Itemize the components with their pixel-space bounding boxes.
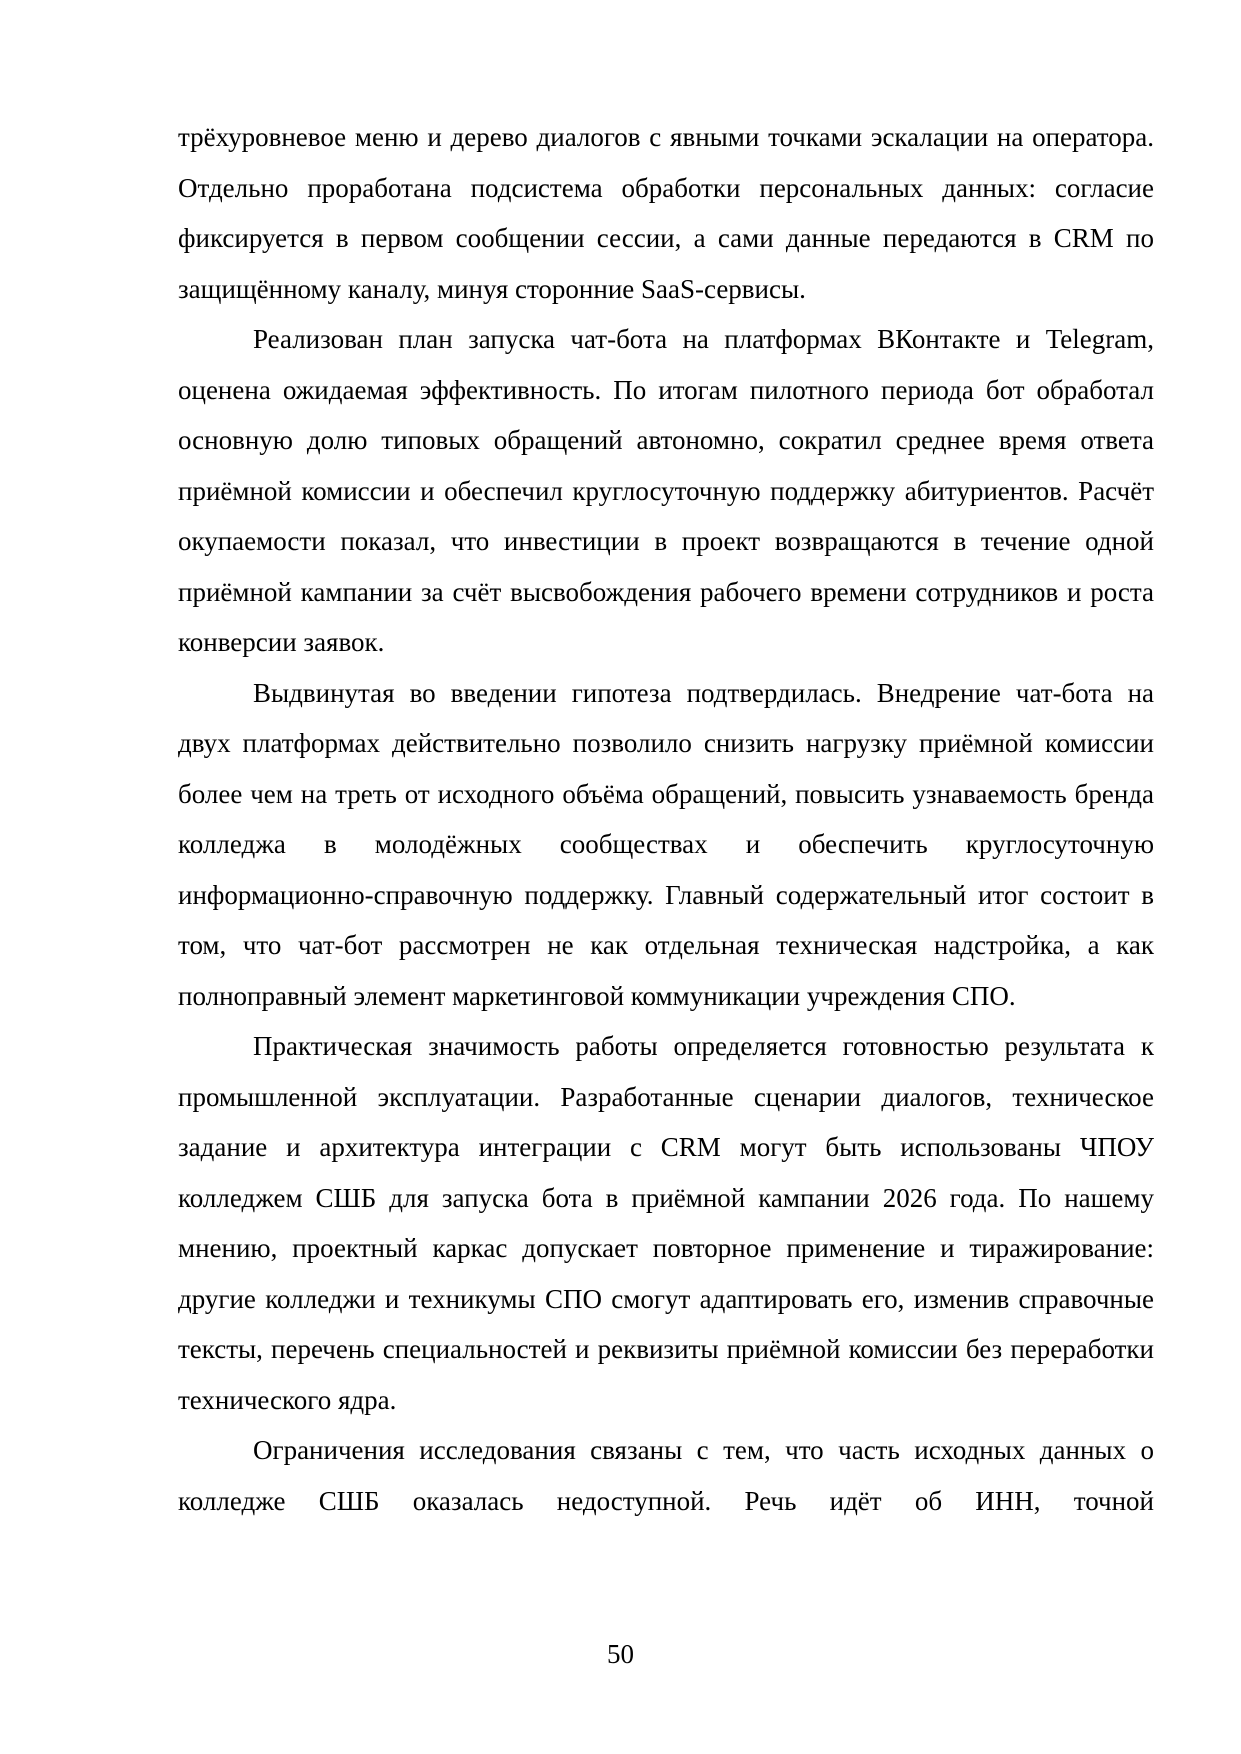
- paragraph-limitations: Ограничения исследования связаны с тем, что часть исходных данных о колледже СШБ оказалась недоступной. Речь идёт об ИНН, точной: [178, 1435, 1154, 1516]
- body-text: [178, 112, 1154, 1526]
- paragraph-practical-significance: Практическая значимость работы определяется готовностью результата к промышленной эксплуатации. Разработанные сценарии диалогов, техническое задание и архитектура интеграции с CRM могут быть использованы ЧПОУ колледжем СШБ для запуска бота в приёмной кампании 2026 года. По нашему мнению, проектный каркас допускает повторное применение и тиражирование: другие колледжи и техникумы СПО смогут адаптировать его, изменив справочные тексты, перечень специальностей и реквизиты приёмной комиссии без переработки технического ядра.: [178, 1031, 1154, 1415]
- paragraph-continuation: трёхуровневое меню и дерево диалогов с явными точками эскалации на оператора. Отдельно проработана подсистема обработки персональных данных: согласие фиксируется в первом сообщении сессии, а сами данные передаются в CRM по защищённому каналу, минуя сторонние SaaS-сервисы.: [178, 122, 1154, 304]
- page-number: 50: [607, 1639, 634, 1669]
- paragraph-hypothesis: Выдвинутая во введении гипотеза подтвердилась. Внедрение чат-бота на двух платформах действительно позволило снизить нагрузку приёмной комиссии более чем на треть от исходного объёма обращений, повысить узнаваемость бренда колледжа в молодёжных сообществах и обеспечить круглосуточную информационно-справочную поддержку. Главный содержательный итог состоит в том, что чат-бот рассмотрен не как отдельная техническая надстройка, а как полноправный элемент маркетинговой коммуникации учреждения СПО.: [178, 677, 1154, 1011]
- paragraph-launch-plan: Реализован план запуска чат-бота на платформах ВКонтакте и Telegram, оценена ожидаемая эффективность. По итогам пилотного периода бот обработал основную долю типовых обращений автономно, сократил среднее время ответа приёмной комиссии и обеспечил круглосуточную поддержку абитуриентов. Расчёт окупаемости показал, что инвестиции в проект возвращаются в течение одной приёмной кампании за счёт высвобождения рабочего времени сотрудников и роста конверсии заявок.: [178, 324, 1154, 657]
